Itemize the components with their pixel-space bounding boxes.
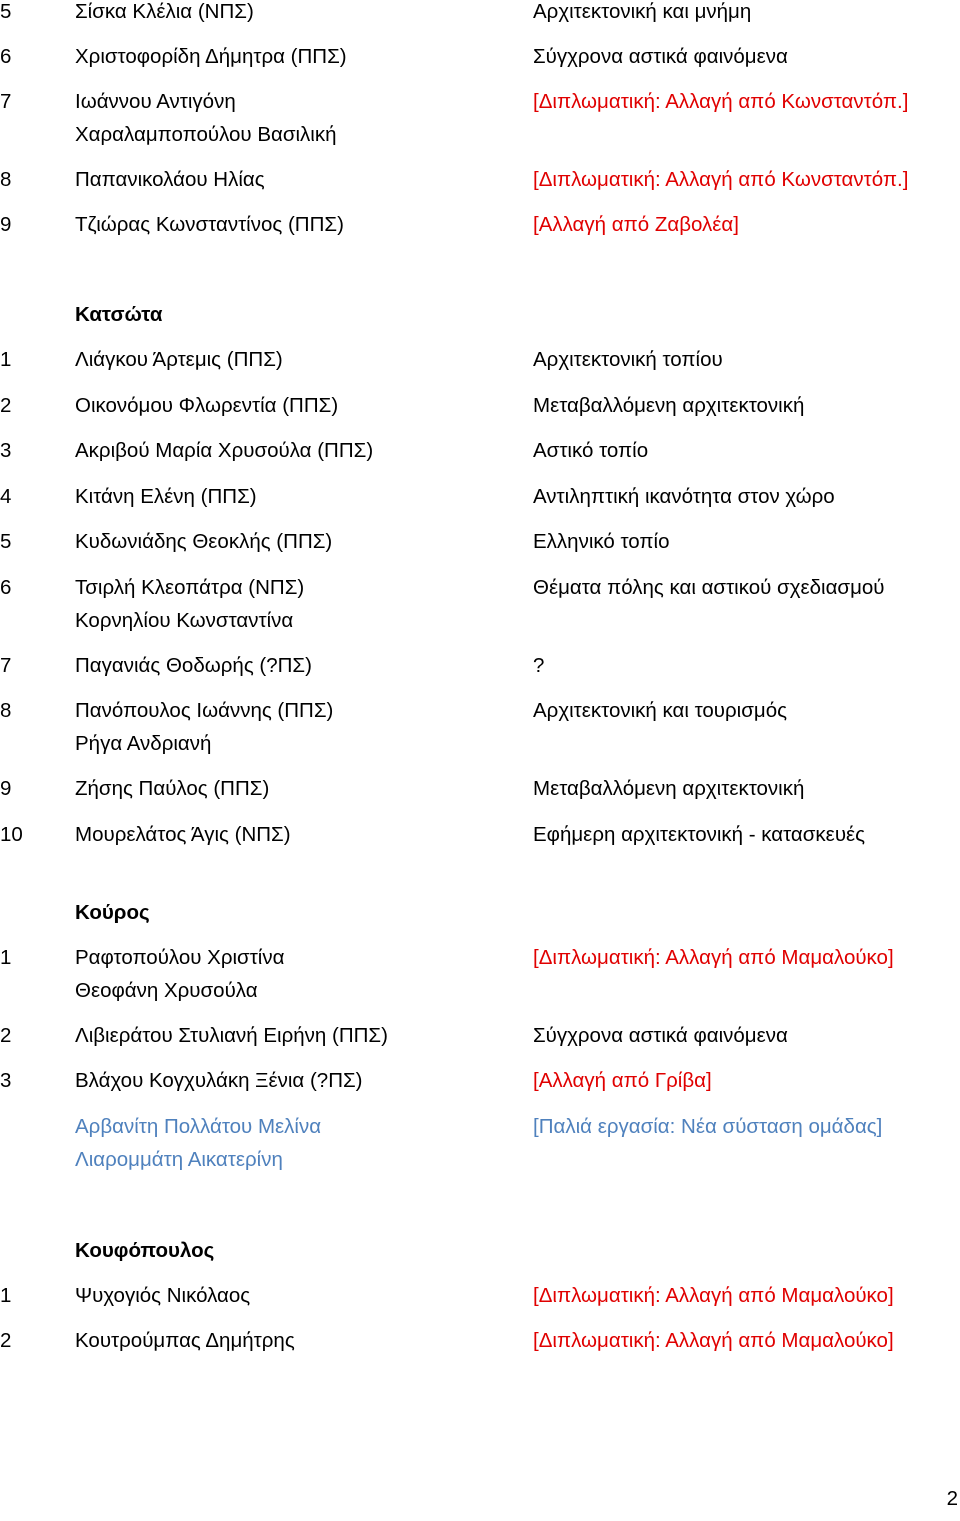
thesis-topic: Θέματα πόλης και αστικού σχεδιασμού [533, 576, 885, 599]
thesis-topic: Αρχιτεκτονική τοπίου [533, 348, 723, 371]
row-number: 1 [0, 348, 12, 371]
thesis-topic-change: [Διπλωματική: Αλλαγή από Κωνσταντόπ.] [533, 168, 909, 191]
thesis-topic: Αρχιτεκτονική και μνήμη [533, 0, 752, 23]
table-row [0, 389, 960, 422]
table-row [0, 163, 960, 196]
thesis-topic: Μεταβαλλόμενη αρχιτεκτονική [533, 394, 805, 417]
row-number: 9 [0, 213, 12, 236]
student-name-second: Θεοφάνη Χρυσούλα [75, 979, 258, 1002]
table-row [0, 694, 960, 755]
student-name: Πανόπουλος Ιωάννης (ΠΠΣ) [75, 699, 334, 722]
table-row [0, 208, 960, 241]
student-name: Μουρελάτος Άγις (ΝΠΣ) [75, 823, 291, 846]
table-row [0, 434, 960, 467]
row-number: 6 [0, 45, 12, 68]
student-name: Ραφτοπούλου Χριστίνα [75, 946, 285, 969]
row-number: 2 [0, 1329, 12, 1352]
table-row [0, 818, 960, 851]
student-name: Τζιώρας Κωνσταντίνος (ΠΠΣ) [75, 213, 344, 236]
row-number: 8 [0, 168, 12, 191]
student-name: Λιβιεράτου Στυλιανή Ειρήνη (ΠΠΣ) [75, 1024, 388, 1047]
student-name: Κουτρούμπας Δημήτρης [75, 1329, 295, 1352]
supervisor-heading: Κουφόπουλος [75, 1239, 215, 1262]
thesis-topic-change: [Διπλωματική: Αλλαγή από Κωνσταντόπ.] [533, 90, 909, 113]
student-name-second: Ρήγα Ανδριανή [75, 732, 212, 755]
table-row [0, 1064, 960, 1097]
thesis-topic-change: [Αλλαγή από Γρίβα] [533, 1069, 712, 1092]
thesis-topic: Αστικό τοπίο [533, 439, 649, 462]
student-name: Κυδωνιάδης Θεοκλής (ΠΠΣ) [75, 530, 333, 553]
table-row [0, 1279, 960, 1312]
row-number: 1 [0, 1284, 12, 1307]
page-number: 2 [946, 1487, 958, 1510]
table-row [0, 571, 960, 632]
row-number: 7 [0, 654, 12, 677]
thesis-topic-new-group: [Παλιά εργασία: Νέα σύσταση ομάδας] [533, 1115, 883, 1138]
table-row [0, 1019, 960, 1052]
row-number: 8 [0, 699, 12, 722]
table-row [0, 40, 960, 73]
thesis-topic: Ελληνικό τοπίο [533, 530, 670, 553]
thesis-topic: Σύγχρονα αστικά φαινόμενα [533, 45, 788, 68]
table-row [0, 772, 960, 805]
thesis-topic: Αντιληπτική ικανότητα στον χώρο [533, 485, 835, 508]
student-name: Τσιρλή Κλεοπάτρα (ΝΠΣ) [75, 576, 305, 599]
student-name: Αρβανίτη Πολλάτου Μελίνα [75, 1115, 322, 1138]
student-name: Λιάγκου Άρτεμις (ΠΠΣ) [75, 348, 283, 371]
table-row [0, 0, 960, 28]
row-number: 3 [0, 1069, 12, 1092]
thesis-topic: Σύγχρονα αστικά φαινόμενα [533, 1024, 788, 1047]
student-name: Παγανιάς Θοδωρής (?ΠΣ) [75, 654, 312, 677]
table-row [0, 480, 960, 513]
student-name: Ιωάννου Αντιγόνη [75, 90, 236, 113]
table-row [0, 941, 960, 1002]
thesis-topic: Αρχιτεκτονική και τουρισμός [533, 699, 787, 722]
row-number: 5 [0, 530, 12, 553]
table-row [0, 85, 960, 146]
student-name: Ψυχογιός Νικόλαος [75, 1284, 251, 1307]
student-name: Σίσκα Κλέλια (ΝΠΣ) [75, 0, 254, 23]
thesis-topic: Μεταβαλλόμενη αρχιτεκτονική [533, 777, 805, 800]
row-number: 4 [0, 485, 12, 508]
thesis-topic-change: [Αλλαγή από Ζαβολέα] [533, 213, 739, 236]
student-name: Ακριβού Μαρία Χρυσούλα (ΠΠΣ) [75, 439, 374, 462]
thesis-topic: Εφήμερη αρχιτεκτονική - κατασκευές [533, 823, 866, 846]
table-row [0, 343, 960, 376]
row-number: 10 [0, 823, 23, 846]
row-number: 3 [0, 439, 12, 462]
table-row [0, 1324, 960, 1357]
student-name-second: Κορνηλίου Κωνσταντίνα [75, 609, 294, 632]
student-name: Παπανικολάου Ηλίας [75, 168, 265, 191]
row-number: 1 [0, 946, 12, 969]
table-row [0, 649, 960, 682]
row-number: 7 [0, 90, 12, 113]
row-number: 5 [0, 0, 12, 23]
student-name: Οικονόμου Φλωρεντία (ΠΠΣ) [75, 394, 339, 417]
supervisor-heading: Κούρος [75, 901, 150, 924]
supervisor-heading: Κατσώτα [75, 303, 163, 326]
thesis-topic-change: [Διπλωματική: Αλλαγή από Μαμαλούκο] [533, 946, 894, 969]
student-name-second: Χαραλαμποπούλου Βασιλική [75, 123, 337, 146]
student-name: Κιτάνη Ελένη (ΠΠΣ) [75, 485, 257, 508]
row-number: 2 [0, 394, 12, 417]
thesis-topic-change: [Διπλωματική: Αλλαγή από Μαμαλούκο] [533, 1329, 894, 1352]
table-row [0, 1110, 960, 1171]
row-number: 9 [0, 777, 12, 800]
row-number: 6 [0, 576, 12, 599]
student-name: Βλάχου Κογχυλάκη Ξένια (?ΠΣ) [75, 1069, 363, 1092]
table-row [0, 525, 960, 558]
row-number: 2 [0, 1024, 12, 1047]
student-name: Χριστοφορίδη Δήμητρα (ΠΠΣ) [75, 45, 347, 68]
student-name-second: Λιαρομμάτη Αικατερίνη [75, 1148, 283, 1171]
thesis-topic-change: [Διπλωματική: Αλλαγή από Μαμαλούκο] [533, 1284, 894, 1307]
thesis-topic: ? [533, 654, 545, 677]
student-name: Ζήσης Παύλος (ΠΠΣ) [75, 777, 270, 800]
